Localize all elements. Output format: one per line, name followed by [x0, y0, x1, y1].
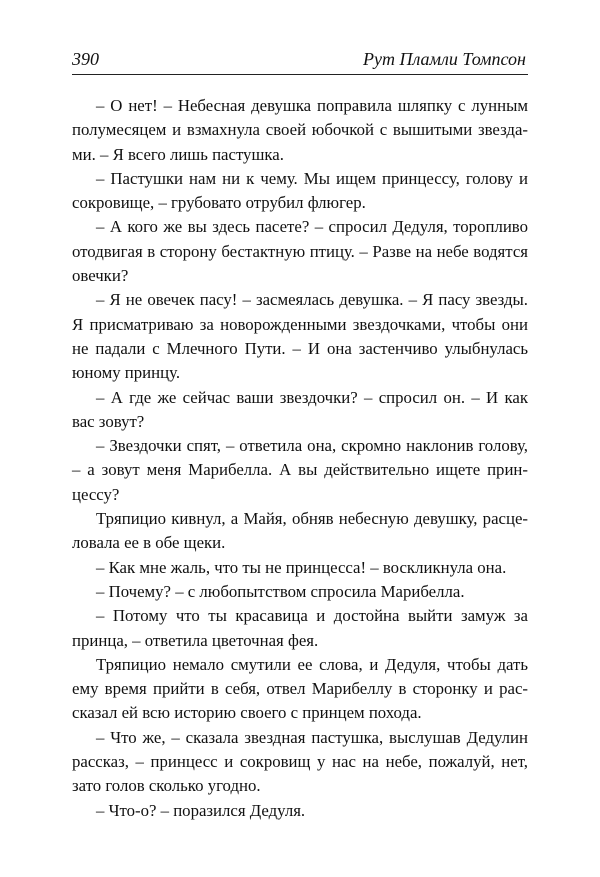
paragraph: – Как мне жаль, что ты не принцесса! – воскликнула она.	[96, 557, 507, 577]
paragraph: – Звездочки спят, – ответила она, скромно наклонив голову, – а зовут меня Марибелла. А вы действительно ищете принцессу?	[72, 436, 528, 504]
paragraph: – О нет! – Небесная девушка поправила шляпку с лунным полумесяцем и взмахнула своей юбочкой с вышитыми звездами. – Я всего лишь пастушка.	[72, 96, 528, 164]
page-number: 390	[72, 49, 99, 69]
body-text	[72, 94, 528, 823]
paragraph: – Потому что ты красавица и достойна выйти замуж за принца, – ответила цветочная фея.	[72, 606, 528, 650]
paragraph: Тряпицио немало смутили ее слова, и Дедуля, чтобы дать ему время прийти в себя, отвел Марибеллу в сторонку и рассказал ей всю историю своего с принцем похода.	[72, 654, 528, 723]
paragraph: – Почему? – с любопытством спросила Марибелла.	[96, 581, 465, 601]
paragraph: – Пастушки нам ни к чему. Мы ищем принцессу, голову и сокровище, – грубовато отрубил флюгер.	[72, 168, 528, 213]
paragraph: – Я не овечек пасу! – засмеялась девушка. – Я пасу звезды. Я присматриваю за новорожденными звездочками, чтобы они не падали с Млечного Пути. – И она застенчиво улыбнулась юному принцу.	[72, 290, 528, 383]
paragraph: Тряпицио кивнул, а Майя, обняв небесную девушку, расцеловала ее в обе щеки.	[72, 509, 528, 553]
paragraph: – А кого же вы здесь пасете? – спросил Дедуля, торопливо отодвигая в сторону бестактную птицу. – Разве на небе водятся овечки?	[72, 217, 528, 286]
running-head	[72, 44, 528, 75]
paragraph: – Что же, – сказала звездная пастушка, выслушав Дедулин рассказ, – принцесс и сокровищ у нас на небе, пожалуй, нет, зато голов сколько угодно.	[72, 727, 528, 796]
book-author: Рут Пламли Томпсон	[362, 49, 526, 69]
paragraph: – А где же сейчас ваши звездочки? – спросил он. – И как вас зовут?	[72, 387, 528, 431]
paragraph: – Что-о? – поразился Дедуля.	[96, 800, 306, 820]
